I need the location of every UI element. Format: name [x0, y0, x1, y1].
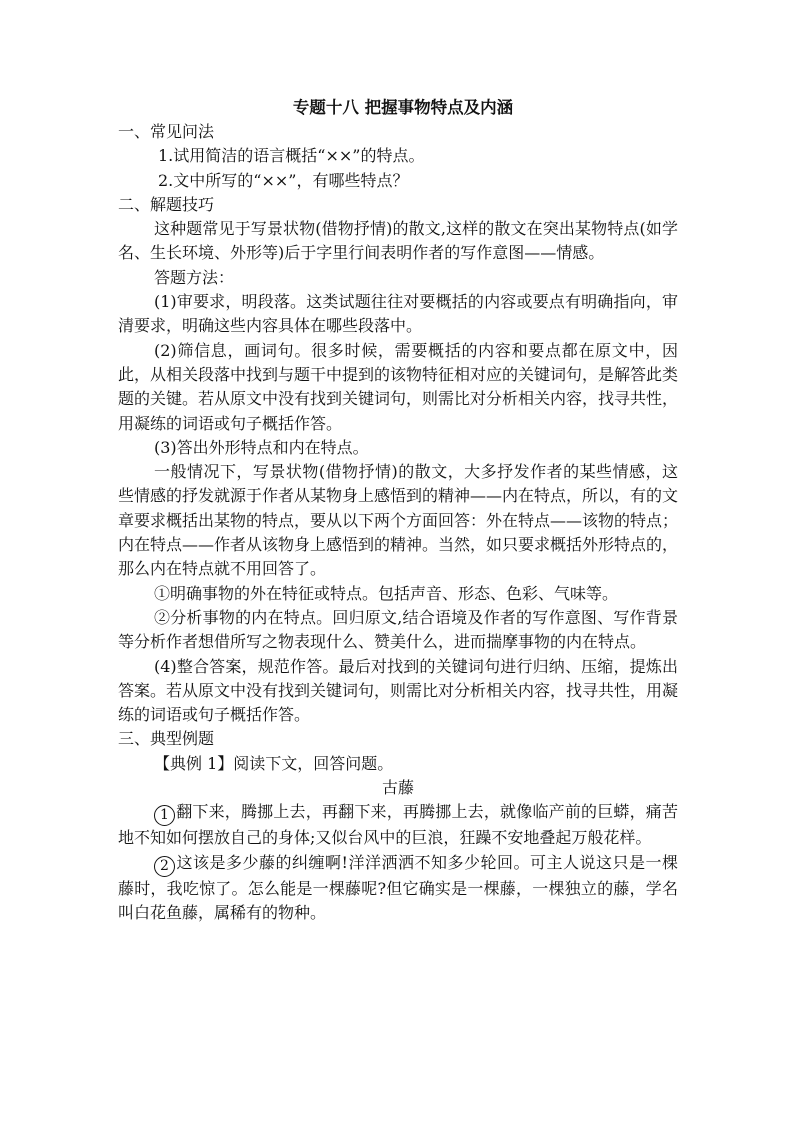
question-item: 2.文中所写的“××”，有哪些特点？ — [158, 170, 409, 190]
circled-number: 1 — [154, 805, 175, 826]
document-body — [118, 96, 678, 925]
section-heading-common-questions: 一、常见问法 — [118, 122, 215, 141]
question-item: 1.试用简洁的语言概括“××”的特点。 — [158, 146, 425, 166]
passage-title: 古藤 — [381, 778, 414, 798]
method-point: ①明确事物的外在特征或特点。包括声音、形态、色彩、气味等。 — [154, 583, 619, 603]
page-title: 专题十八 把握事物特点及内涵 — [292, 98, 514, 117]
techniques-intro: 这种题常见于写景状物(借物抒情)的散文,这样的散文在突出某物特点(如学名、生长环境、外形等)后于字里行间表明作者的写作意图——情感。 — [118, 219, 678, 263]
section-heading-examples: 三、典型例题 — [118, 729, 215, 749]
circled-number: 2 — [154, 856, 175, 877]
passage-paragraph — [118, 800, 678, 850]
method-label: 答题方法： — [154, 267, 235, 287]
method-explanation: 一般情况下，写景状物(借物抒情)的散文，大多抒发作者的某些情感，这些情感的抒发就源于作者从某物身上感悟到的精神——内在特点，所以，有的文章要求概括出某物的特点，要从以下两个方面回答：外在特点——该物的特点；内在特点——作者从该物身上感悟到的精神。当然，如只要求概括外形特点的，那么内在特点就不用回答了。 — [118, 462, 679, 579]
method-point: ②分析事物的内在特点。回归原文,结合语境及作者的写作意图、写作背景等分析作者想借所写之物表现什么、赞美什么，进而揣摩事物的内在特点。 — [118, 607, 678, 652]
passage-paragraph — [118, 851, 678, 926]
method-step: (2)筛信息，画词句。很多时候，需要概括的内容和要点都在原文中，因此，从相关段落中找到与题干中提到的该物特征相对应的关键词句，是解答此类题的关键。若从原文中没有找到关键词句，则需比对分析相关内容，找寻共性，用凝练的词语或句子概括作答。 — [118, 340, 679, 433]
method-step: (4)整合答案，规范作答。最后对找到的关键词句进行归纳、压缩，提炼出答案。若从原文中没有找到关键词句，则需比对分析相关内容，找寻共性，用凝练的词语或句子概括作答。 — [118, 656, 679, 725]
method-step: (3)答出外形特点和内在特点。 — [154, 437, 369, 457]
paragraph-text: 这该是多少藤的纠缠啊!洋洋洒洒不知多少轮回。可主人说这只是一棵藤时，我吃惊了。怎么能是一棵藤呢?但它确实是一棵藤，一棵独立的藤，学名叫白花鱼藤，属稀有的物种。 — [118, 852, 678, 922]
example-label: 【典例 1】阅读下文，回答问题。 — [154, 753, 394, 773]
method-step: (1)审要求，明段落。这类试题往往对要概括的内容或要点有明确指向，审清要求，明确这些内容具体在哪些段落中。 — [118, 292, 678, 336]
paragraph-text: 翻下来，腾挪上去，再翻下来，再腾挪上去，就像临产前的巨蟒，痛苦地不知如何摆放自己的身体;又似台风中的巨浪，狂躁不安地叠起万般花样。 — [118, 802, 678, 848]
section-heading-techniques: 二、解题技巧 — [118, 194, 215, 214]
